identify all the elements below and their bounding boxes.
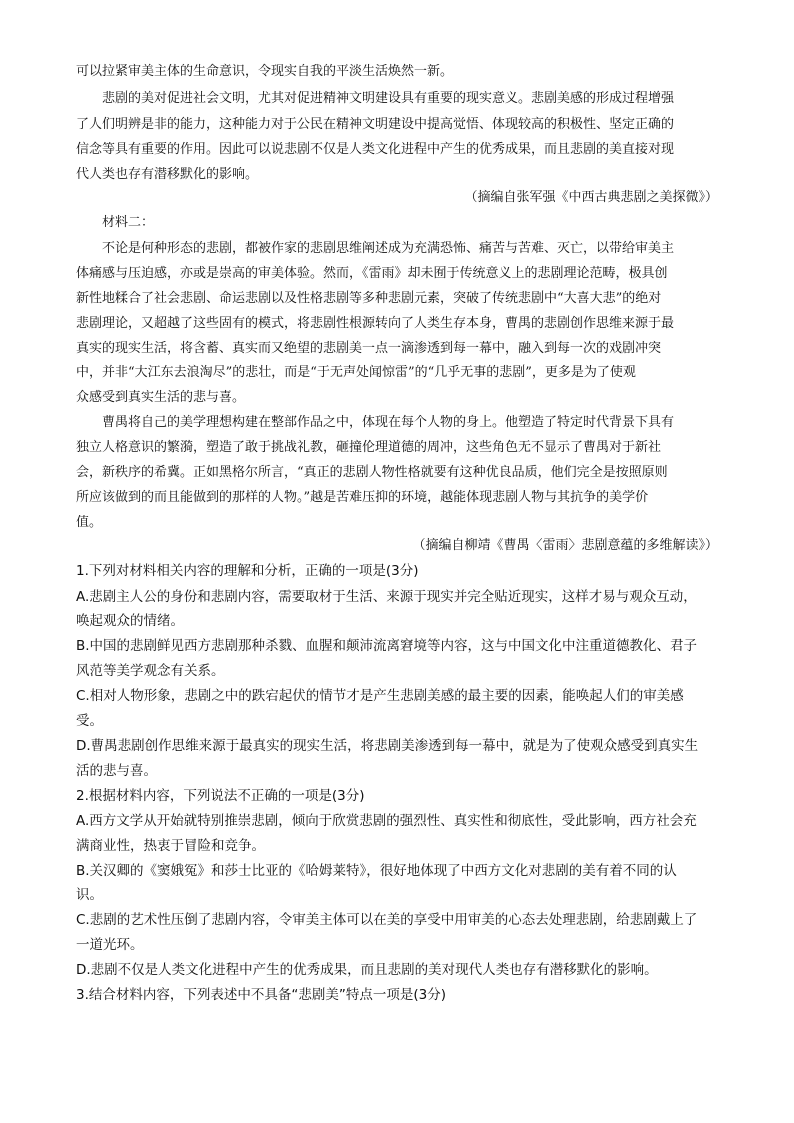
option-c-cont: 受。 <box>76 713 103 729</box>
text-line: 代人类也存有潜移默化的影响。 <box>76 167 259 182</box>
option-b: B.中国的悲剧鲜见西方悲剧那种杀戮、血腥和颠沛流离窘境等内容，这与中国文化中注重道德教化、君子 <box>76 638 698 654</box>
text-line: 新性地糅合了社会悲剧、命运悲剧以及性格悲剧等多种悲剧元素，突破了传统悲剧中“大喜大悲”的绝对 <box>76 291 662 306</box>
question-stem: 1.下列对材料相关内容的理解和分析，正确的一项是(3分) <box>76 563 419 579</box>
material-2-heading: 材料二： <box>102 215 155 230</box>
option-c: C.相对人物形象，悲剧之中的跌宕起伏的情节才是产生悲剧美感的最主要的因素，能唤起人们的审美感 <box>76 688 684 704</box>
question-stem: 3.结合材料内容，下列表述中不具备“悲剧美”特点一项是(3分) <box>76 987 446 1003</box>
option-a-cont: 唤起观众的情绪。 <box>76 613 184 629</box>
option-b-cont: 风范等美学观念有关系。 <box>76 663 225 679</box>
intro-tail-line: 可以拉紧审美主体的生命意识，令现实自我的平淡生活焕然一新。 <box>76 64 454 79</box>
text-line: 不论是何种形态的悲剧，都被作家的悲剧思维阐述成为充满恐怖、痛苦与苦难、灭亡，以带给审美主 <box>102 241 675 256</box>
option-c: C.悲剧的艺术性压倒了悲剧内容，令审美主体可以在美的享受中用审美的心态去处理悲剧，给悲剧戴上了 <box>76 912 698 928</box>
source-citation-2: （摘编自柳靖《曹禺〈雷雨〉悲剧意蕴的多维解读》） <box>412 538 718 553</box>
text-line: 曹禺将自己的美学理想构建在整部作品之中，体现在每个人物的身上。他塑造了特定时代背景下具有 <box>102 415 675 430</box>
text-line: 值。 <box>76 515 103 530</box>
question-stem: 2.根据材料内容，下列说法不正确的一项是(3分) <box>76 788 365 804</box>
text-line: 悲剧的美对促进社会文明，尤其对促进精神文明建设具有重要的现实意义。悲剧美感的形成过程增强 <box>102 91 675 106</box>
option-d: D.曹禺悲剧创作思维来源于最真实的现实生活，将悲剧美渗透到每一幕中，就是为了使观众感受到真实生 <box>76 738 699 754</box>
text-line: 信念等具有重要的作用。因此可以说悲剧不仅是人类文化进程中产生的优秀成果，而且悲剧的美直接对现 <box>76 142 675 157</box>
text-line: 悲剧理论，又超越了这些固有的模式，将悲剧性根源转向了人类生存本身，曹禺的悲剧创作思维来源于最 <box>76 316 675 331</box>
text-line: 众感受到真实生活的悲与喜。 <box>76 390 246 405</box>
option-b-cont: 识。 <box>76 887 103 903</box>
option-a: A.悲剧主人公的身份和悲剧内容，需要取材于生活、来源于现实并完全贴近现实，这样才易与观众互动， <box>76 589 697 605</box>
option-d-cont: 活的悲与喜。 <box>76 763 157 779</box>
text-line: 会，新秩序的希冀。正如黑格尔所言，“真正的悲剧人物性格就要有这种优良品质，他们完全是按照原则 <box>76 465 668 480</box>
option-a: A.西方文学从开始就特别推崇悲剧，倾向于欣赏悲剧的强烈性、真实性和彻底性，受此影响，西方社会充 <box>76 813 697 829</box>
option-a-cont: 满商业性，热衷于冒险和竞争。 <box>76 838 265 854</box>
source-citation-1: （摘编自张军强《中西古典悲剧之美探微》） <box>464 190 718 205</box>
text-line: 真实的现实生活，将含蓄、真实而又绝望的悲剧美一点一滴渗透到每一幕中，融入到每一次的戏剧冲突 <box>76 341 662 356</box>
text-line: 所应该做到的而且能做到的那样的人物。”越是苦难压抑的环境，越能体现悲剧人物与其抗争的美学价 <box>76 490 649 505</box>
text-line: 独立人格意识的繁漪，塑造了敢于挑战礼教，砸撞伦理道德的周冲，这些角色无不显示了曹禺对于新社 <box>76 440 662 455</box>
text-line: 体痛感与压迫感，亦或是崇高的审美体验。然而，《雷雨》却未囿于传统意义上的悲剧理论范畴，极具创 <box>76 266 668 281</box>
option-d: D.悲剧不仅是人类文化进程中产生的优秀成果，而且悲剧的美对现代人类也存有潜移默化的影响。 <box>76 962 658 978</box>
option-c-cont: 一道光环。 <box>76 937 144 953</box>
option-b: B.关汉卿的《窦娥冤》和莎士比亚的《哈姆莱特》，很好地体现了中西方文化对悲剧的美有着不同的认 <box>76 863 677 879</box>
text-line: 中，并非“大江东去浪淘尽”的悲壮，而是“于无声处闻惊雷”的“几乎无事的悲剧”，更多是为了使观 <box>76 365 636 380</box>
text-line: 了人们明辨是非的能力，这种能力对于公民在精神文明建设中提高觉悟、体现较高的积极性、坚定正确的 <box>76 117 675 132</box>
